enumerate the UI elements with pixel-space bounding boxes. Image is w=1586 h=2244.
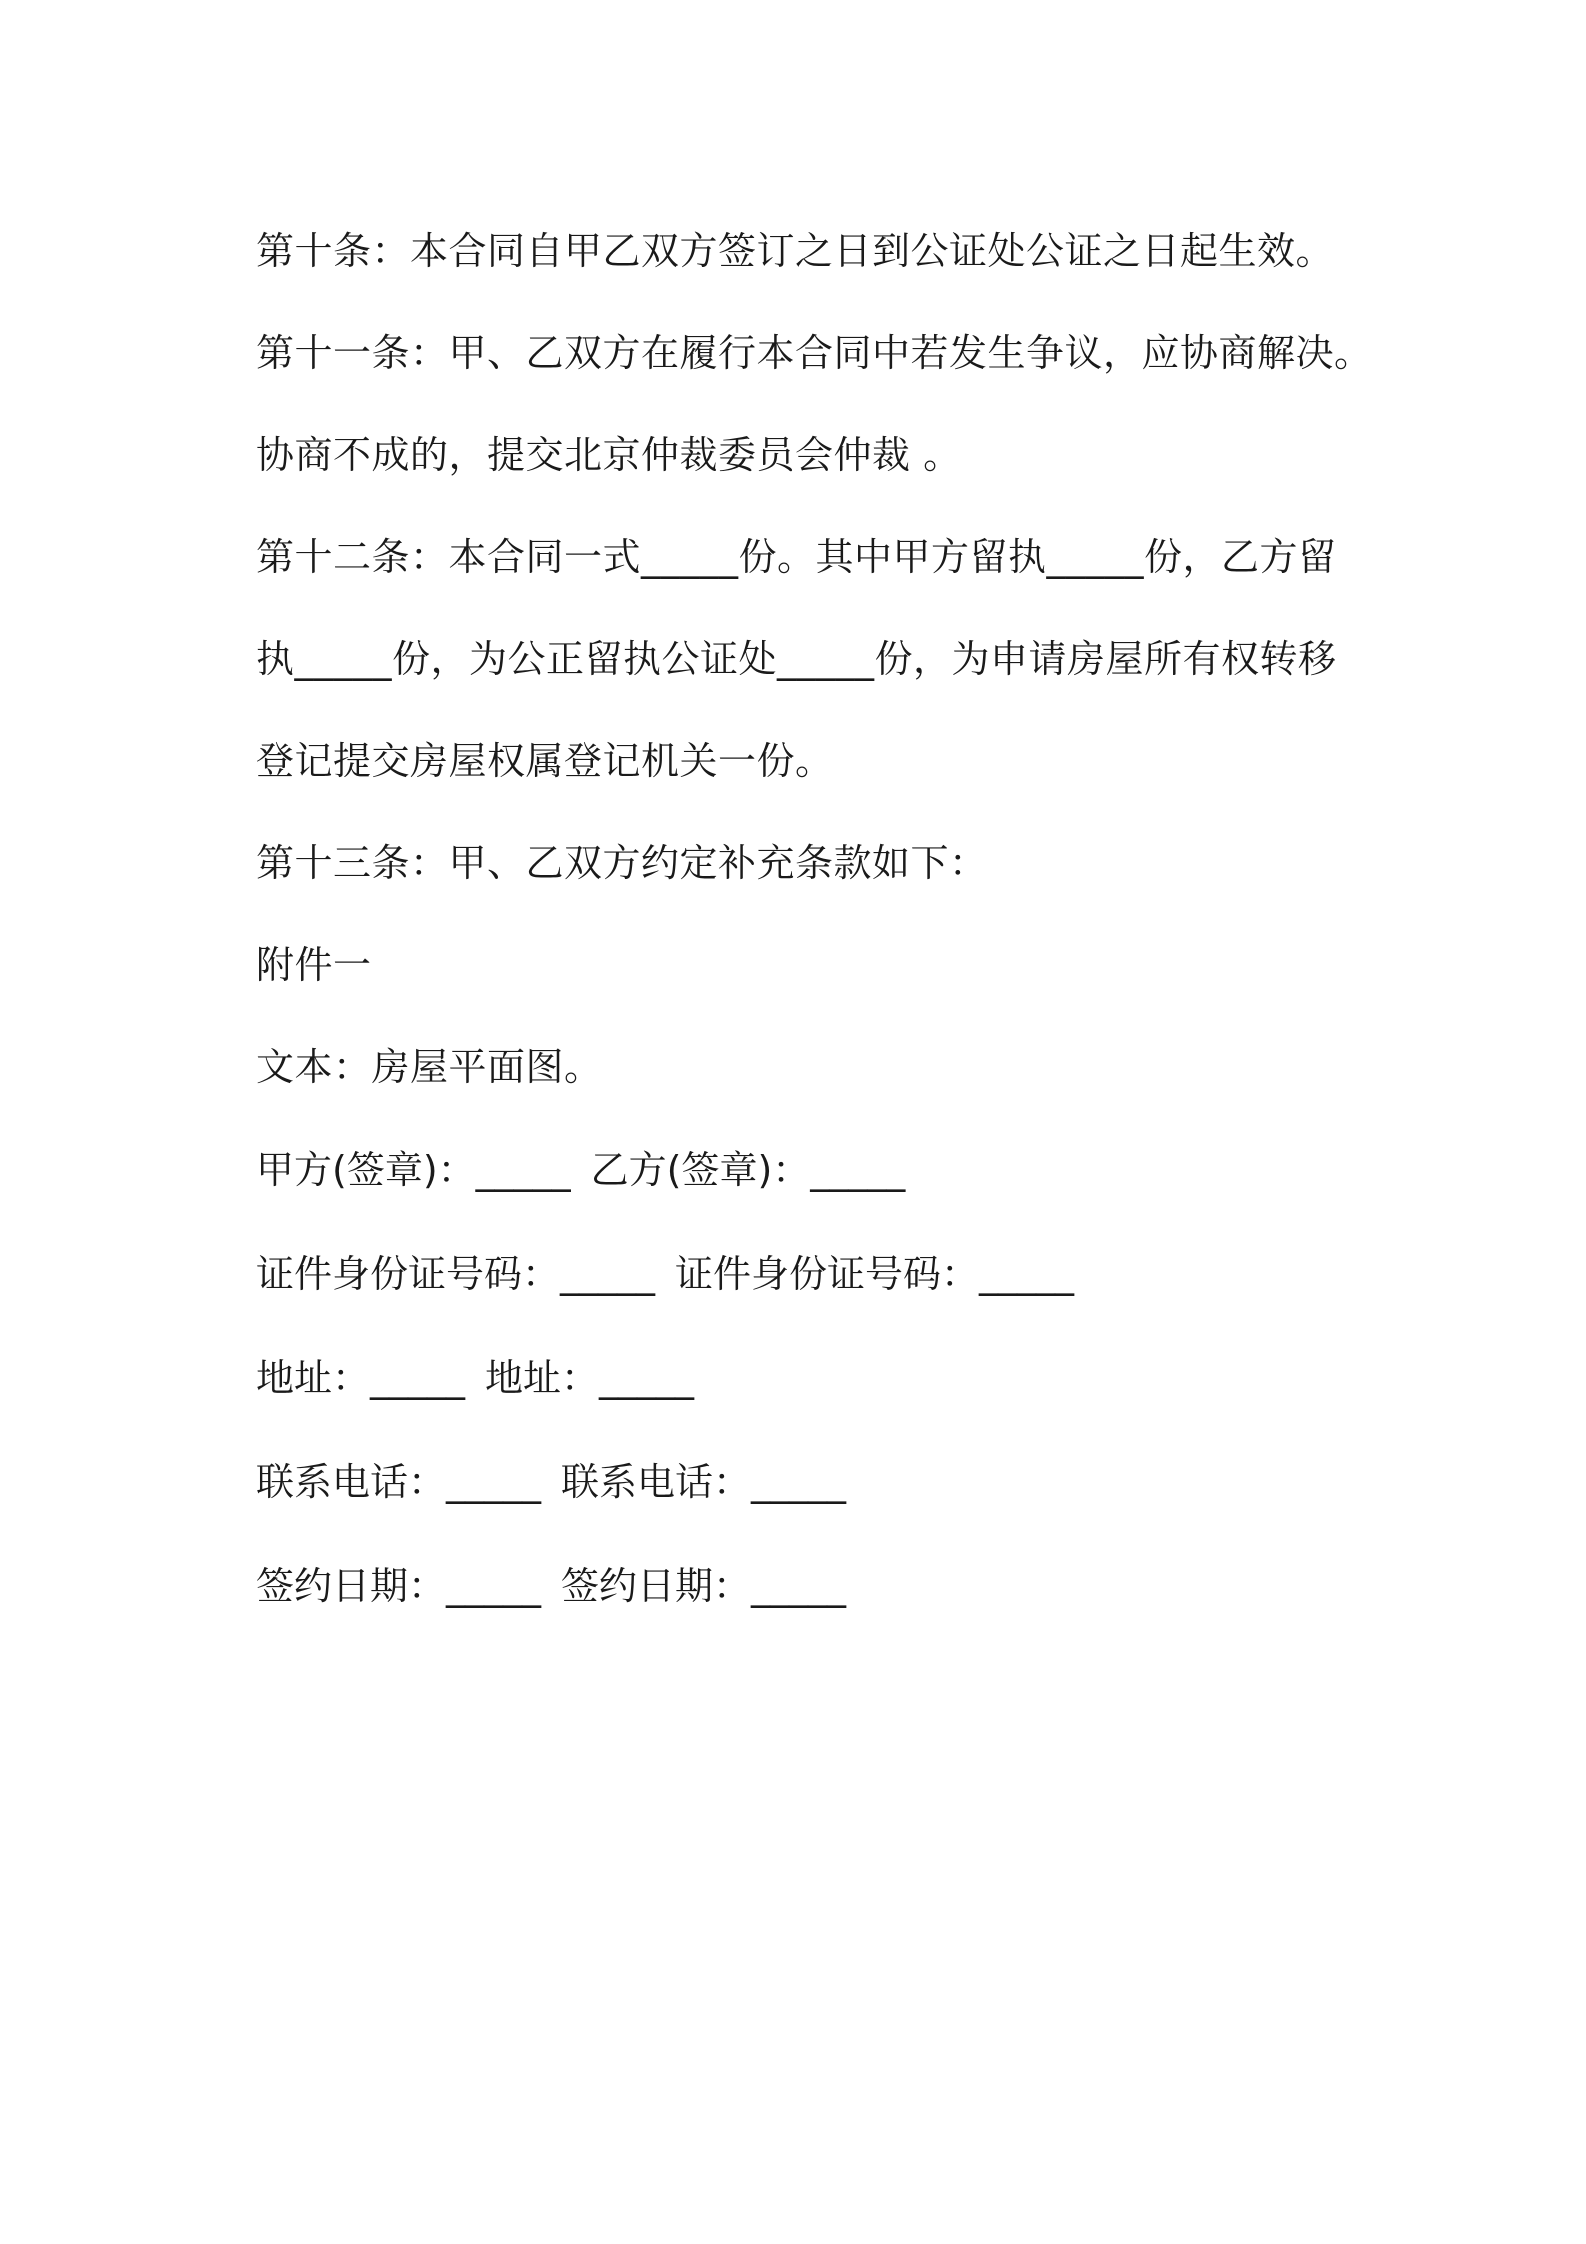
clause-12-line-3: 登记提交房屋权属登记机关一份。 (256, 739, 834, 783)
clause-11-line-2: 协商不成的，提交北京仲裁委员会仲裁 。 (256, 433, 962, 477)
clause-12-line-1: 第十二条：本合同一式_____份。其中甲方留执_____份，乙方留 (256, 535, 1337, 579)
clause-12 (256, 506, 1356, 812)
clause-13 (256, 812, 1356, 914)
party-a-phone-field: 联系电话：_____ (256, 1460, 542, 1504)
clause-12-line-2: 执_____份，为公正留执公证处_____份，为申请房屋所有权转移 (256, 637, 1337, 681)
signature-seal-row (256, 1118, 1356, 1222)
id-number-row (256, 1222, 1356, 1326)
contract-body (256, 200, 1373, 1638)
attachment-heading (256, 914, 1356, 1016)
clause-10 (256, 200, 1356, 302)
party-b-id-field: 证件身份证号码：_____ (675, 1252, 1075, 1296)
phone-row (256, 1430, 1356, 1534)
party-a-seal-field: 甲方(签章)：_____ (256, 1148, 571, 1192)
clause-10-text: 第十条：本合同自甲乙双方签订之日到公证处公证之日起生效。 (256, 229, 1335, 273)
party-a-address-field: 地址：_____ (256, 1356, 466, 1400)
party-b-address-field: 地址：_____ (485, 1356, 695, 1400)
party-a-date-field: 签约日期：_____ (256, 1564, 542, 1608)
party-a-id-field: 证件身份证号码：_____ (256, 1252, 656, 1296)
clause-11-line-1: 第十一条：甲、乙双方在履行本合同中若发生争议，应协商解决。 (256, 331, 1373, 375)
attachment-label: 附件一 (256, 943, 372, 987)
party-b-date-field: 签约日期：_____ (561, 1564, 847, 1608)
attachment-text-label: 文本：房屋平面图。 (256, 1045, 603, 1089)
clause-11 (256, 302, 1373, 506)
attachment-text-item (256, 1016, 1356, 1118)
party-b-seal-field: 乙方(签章)：_____ (590, 1148, 906, 1192)
party-b-phone-field: 联系电话：_____ (561, 1460, 847, 1504)
signing-date-row (256, 1534, 1356, 1638)
address-row (256, 1326, 1356, 1430)
clause-13-text: 第十三条：甲、乙双方约定补充条款如下： (256, 841, 988, 885)
